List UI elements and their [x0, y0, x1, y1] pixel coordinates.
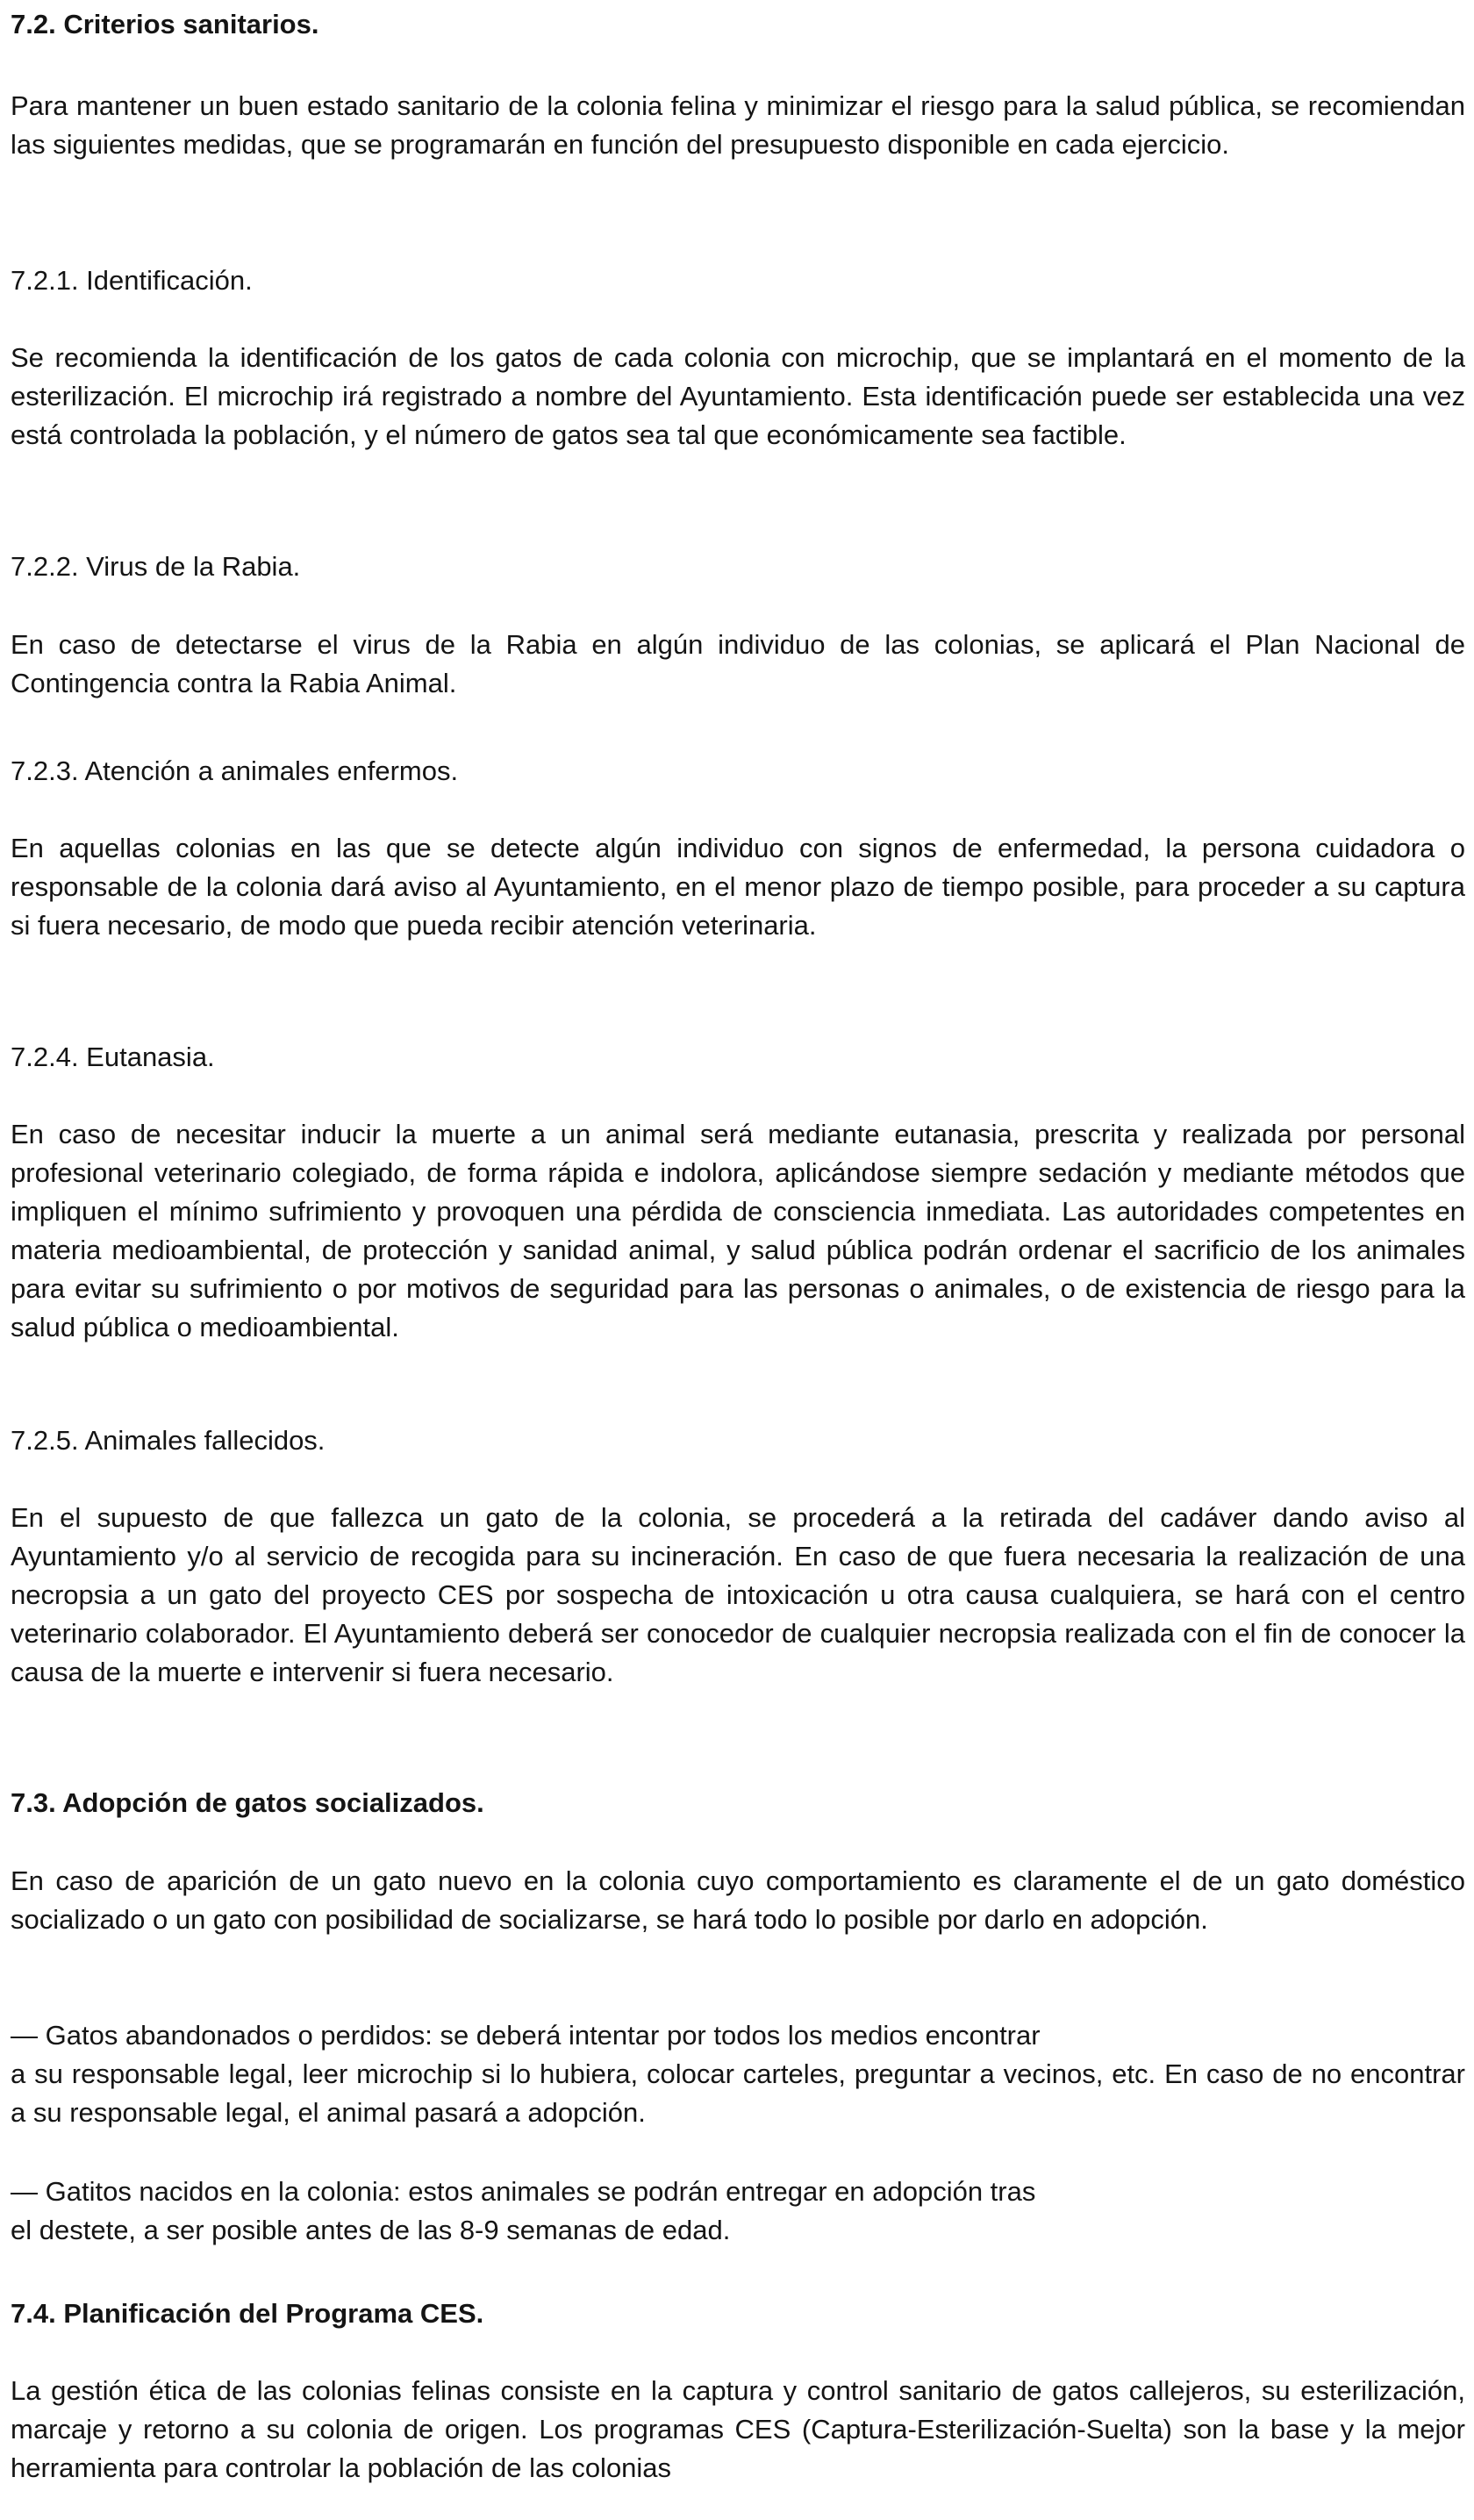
section-7-2-2-body [11, 626, 1465, 703]
section-7-2-1 [11, 261, 1465, 300]
paragraph: En aquellas colonias en las que se detecte algún individuo con signos de enfermedad, la persona cuidadora o responsable de la colonia dará aviso al Ayuntamiento, en el menor plazo de tiempo posible, para proceder a su captura si fuera necesario, de modo que pueda recibir atención veterinaria. [11, 833, 1465, 941]
list-item-kittens [11, 2173, 1465, 2250]
subsection-title: 7.2.3. Atención a animales enfermos. [11, 755, 459, 786]
paragraph: La gestión ética de las colonias felinas consiste en la captura y control sanitario de gatos callejeros, su esterilización, marcaje y retorno a su colonia de origen. Los programas CES (Captura-Esterilización-Suelta) son la base y la mejor herramienta para controlar la población de las colonias [11, 2375, 1465, 2483]
paragraph: Para mantener un buen estado sanitario de la colonia felina y minimizar el riesgo para la salud pública, se recomiendan las siguientes medidas, que se programarán en función del presupuesto disponible en cada ejercicio. [11, 90, 1465, 160]
paragraph: En el supuesto de que fallezca un gato de la colonia, se procederá a la retirada del cadáver dando aviso al Ayuntamiento y/o al servicio de recogida para su incineración. En caso de que fuera necesaria la realización de una necropsia a un gato del proyecto CES por sospecha de intoxicación u otra causa cualquiera, se hará con el centro veterinario colaborador. El Ayuntamiento deberá ser conocedor de cualquier necropsia realizada con el fin de conocer la causa de la muerte e intervenir si fuera necesario. [11, 1502, 1465, 1687]
subsection-title: 7.2.4. Eutanasia. [11, 1042, 215, 1072]
section-title: 7.2. Criterios sanitarios. [11, 9, 319, 39]
list-item-continuation: a su responsable legal, leer microchip si lo hubiera, colocar carteles, preguntar a vecinos, etc. En caso de no encontrar a su responsable legal, el animal pasará a adopción. [11, 2058, 1465, 2128]
list-item-lead: — Gatos abandonados o perdidos: se deberá intentar por todos los medios encontrar [11, 2020, 1041, 2051]
section-7-4-body [11, 2372, 1465, 2488]
section-7-4 [11, 2294, 1465, 2333]
subsection-title: 7.2.2. Virus de la Rabia. [11, 551, 301, 582]
section-7-3-body [11, 1862, 1465, 1939]
section-7-2-5-body [11, 1499, 1465, 1692]
section-7-2-2 [11, 548, 1465, 586]
section-7-2-4 [11, 1038, 1465, 1077]
section-7-2-4-body [11, 1115, 1465, 1347]
section-7-3 [11, 1784, 1465, 1822]
paragraph: En caso de aparición de un gato nuevo en la colonia cuyo comportamiento es claramente el de un gato doméstico socializado o un gato con posibilidad de socializarse, se hará todo lo posible por darlo en adopción. [11, 1865, 1465, 1935]
section-title: 7.4. Planificación del Programa CES. [11, 2298, 484, 2329]
section-7-2-intro [11, 87, 1465, 164]
section-7-2-5 [11, 1421, 1465, 1460]
section-7-2 [11, 5, 1465, 44]
list-item-first-line [11, 2016, 1465, 2055]
subsection-title: 7.2.1. Identificación. [11, 265, 253, 296]
list-item-continuation: el destete, a ser posible antes de las 8-9 semanas de edad. [11, 2215, 731, 2245]
section-7-2-1-body [11, 339, 1465, 455]
section-title: 7.3. Adopción de gatos socializados. [11, 1787, 484, 1818]
section-7-2-3 [11, 752, 1465, 791]
list-item-lead: — Gatitos nacidos en la colonia: estos animales se podrán entregar en adopción tras [11, 2176, 1036, 2207]
list-item-first-line [11, 2173, 1465, 2211]
paragraph: En caso de detectarse el virus de la Rabia en algún individuo de las colonias, se aplicará el Plan Nacional de Contingencia contra la Rabia Animal. [11, 629, 1465, 698]
list-item-abandoned-cats [11, 2016, 1465, 2132]
section-7-2-3-body [11, 829, 1465, 945]
paragraph: Se recomienda la identificación de los gatos de cada colonia con microchip, que se implantará en el momento de la esterilización. El microchip irá registrado a nombre del Ayuntamiento. Esta identificación puede ser establecida una vez está controlada la población, y el número de gatos sea tal que económicamente sea factible. [11, 342, 1465, 450]
paragraph: En caso de necesitar inducir la muerte a un animal será mediante eutanasia, prescrita y realizada por personal profesional veterinario colegiado, de forma rápida e indolora, aplicándose siempre sedación y mediante métodos que impliquen el mínimo sufrimiento y provoquen una pérdida de consciencia inmediata. Las autoridades competentes en materia medioambiental, de protección y sanidad animal, y salud pública podrán ordenar el sacrificio de los animales para evitar su sufrimiento o por motivos de seguridad para las personas o animales, o de existencia de riesgo para la salud pública o medioambiental. [11, 1119, 1465, 1342]
subsection-title: 7.2.5. Animales fallecidos. [11, 1425, 326, 1456]
